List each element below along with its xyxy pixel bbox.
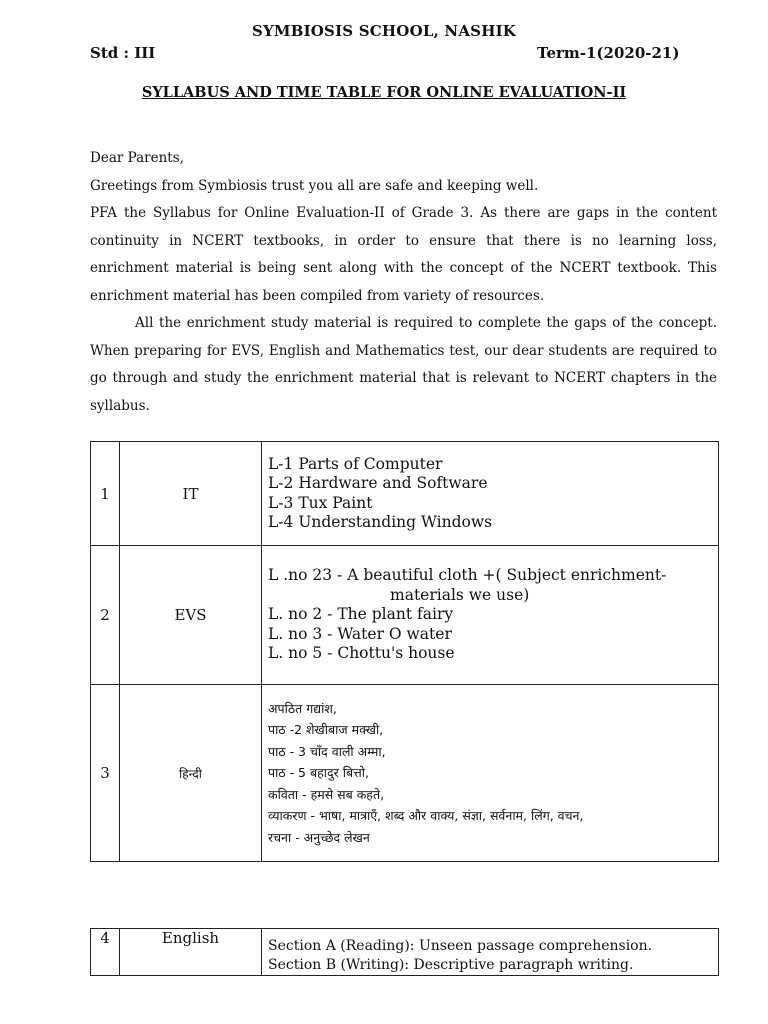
paragraph-1: PFA the Syllabus for Online Evaluation-II of Grade 3. As there are gaps in the content continuity in NCERT textbooks, in order to ensure that there is no learning loss, enrichment material is being sent along with the concept of the NCERT textbook. This enrichment material has been compiled from variety of resources. (90, 205, 717, 304)
syllabus-line: कविता - हमसे सब कहते, (268, 786, 385, 802)
letter-body (90, 145, 717, 420)
syllabus-line: L. no 3 - Water O water (268, 624, 452, 643)
syllabus-line: materials we use) (390, 585, 530, 604)
syllabus-line: L-3 Tux Paint (268, 493, 373, 512)
salutation: Dear Parents, (90, 150, 184, 166)
syllabus-line: Section A (Reading): Unseen passage comprehension. (268, 938, 653, 954)
syllabus-line: पाठ - 5 बहादुर बित्तो, (268, 765, 369, 781)
table-row (91, 929, 719, 976)
syllabus-line: पाठ - 3 चाँद वाली अम्मा, (268, 743, 386, 759)
syllabus-line: Section B (Writing): Descriptive paragraph writing. (268, 957, 634, 973)
syllabus-table (90, 441, 719, 862)
school-name: SYMBIOSIS SCHOOL, NASHIK (251, 22, 517, 40)
syllabus-line: रचना - अनुच्छेद लेखन (268, 829, 370, 845)
document-title: SYLLABUS AND TIME TABLE FOR ONLINE EVALUATION-II (141, 84, 627, 101)
subject-name: English (120, 929, 262, 976)
syllabus-line: L .no 23 - A beautiful cloth +( Subject enrichment- (268, 566, 667, 585)
subject-name: IT (120, 442, 262, 546)
row-number: 4 (91, 929, 120, 976)
syllabus-line: L. no 5 - Chottu's house (268, 644, 455, 663)
syllabus-cell (262, 685, 719, 862)
syllabus-line: L-4 Understanding Windows (268, 513, 493, 531)
paragraph-2: All the enrichment study material is required to complete the gaps of the concept. When preparing for EVS, English and Mathematics test, our dear students are required to go through and study the enrichment material that is relevant to NCERT chapters in the syllabus. (90, 315, 717, 414)
row-number: 1 (91, 442, 120, 546)
term-label: Term-1(2020-21) (537, 44, 680, 62)
syllabus-line: L-2 Hardware and Software (268, 474, 488, 492)
subject-name: EVS (120, 546, 262, 685)
syllabus-line: पाठ -2 शेखीबाज मक्खी, (268, 722, 384, 738)
syllabus-line: अपठित गद्यांश, (268, 700, 337, 716)
english-table (90, 928, 719, 976)
table-row (91, 546, 719, 685)
syllabus-cell (262, 442, 719, 546)
syllabus-cell (262, 546, 719, 685)
table-row (91, 685, 719, 862)
syllabus-line: L. no 2 - The plant fairy (268, 605, 454, 624)
subject-name: हिन्दी (120, 685, 262, 862)
syllabus-cell (262, 929, 719, 976)
greeting: Greetings from Symbiosis trust you all are safe and keeping well. (90, 177, 539, 194)
syllabus-line: L-1 Parts of Computer (268, 454, 443, 473)
row-number: 2 (91, 546, 120, 685)
table-row (91, 442, 719, 546)
syllabus-line: व्याकरण - भाषा, मात्राएँ, शब्द और वाक्य, संज्ञा, सर्वनाम, लिंग, वचन, (268, 808, 584, 824)
row-number: 3 (91, 685, 120, 862)
standard-label: Std : III (90, 44, 156, 62)
